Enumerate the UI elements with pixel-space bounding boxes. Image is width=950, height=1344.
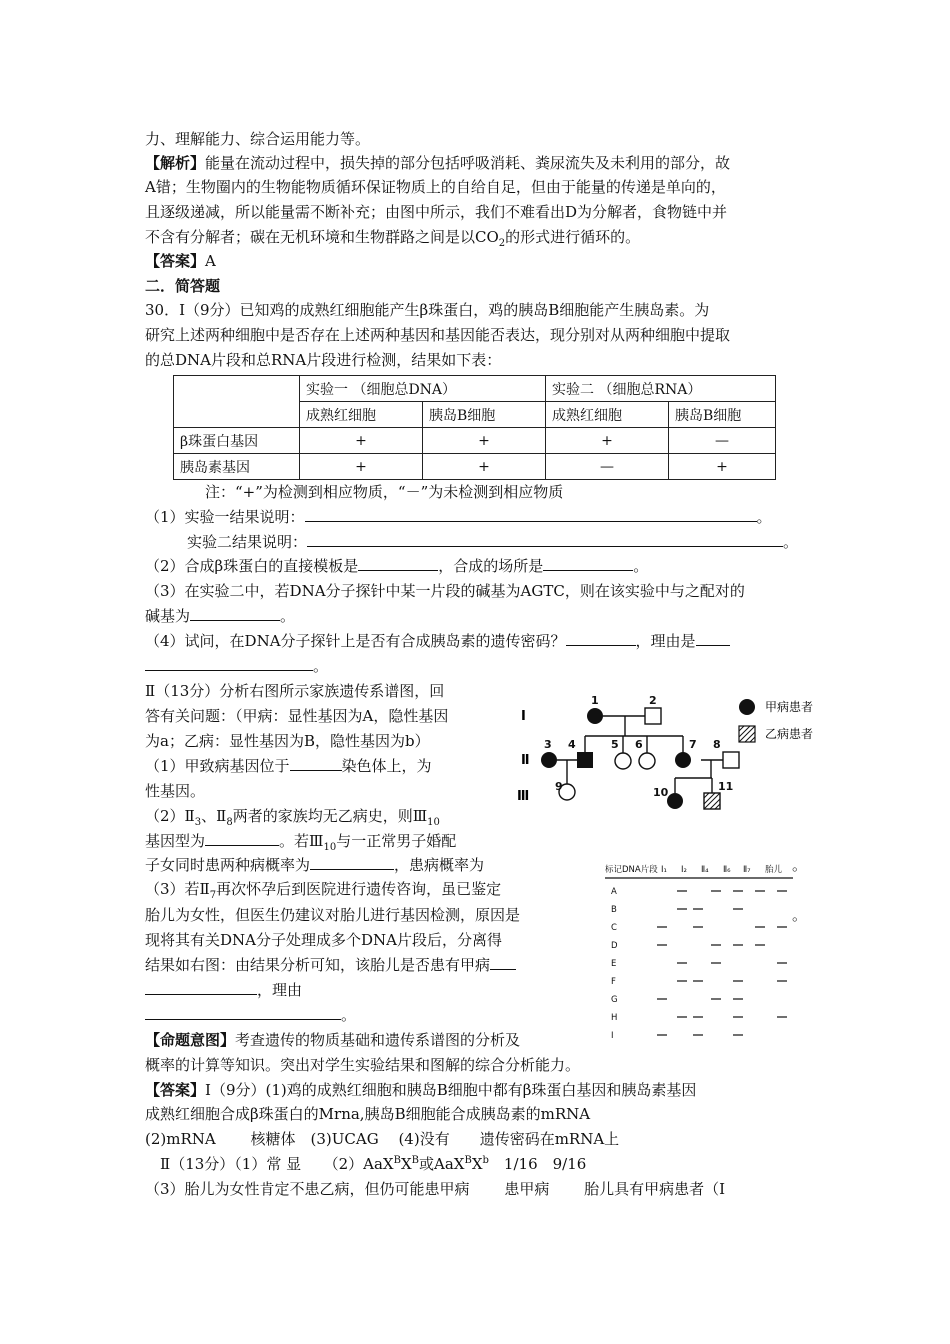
answer-text: Ⅰ（9分）(1)鸡的成熟红细胞和胰岛B细胞中都有β珠蛋白基因和胰岛素基因 (205, 1081, 697, 1099)
a-text: 1/16 9/16 (488, 1155, 587, 1173)
q-text: ，理由是 (635, 632, 696, 650)
text-line: 且逐级递减，所以能量需不断补充；由图中所示，我们不难看出D为分解者，食物链中并 (145, 203, 728, 221)
answer-line (145, 249, 216, 273)
row-header: β珠蛋白基因 (174, 428, 300, 454)
question-line: 现将其有关DNA分子处理成多个DNA片段后，分离得 (145, 931, 502, 949)
question-line (145, 554, 648, 578)
subscript: 2 (498, 238, 506, 249)
period: 。 (783, 533, 799, 551)
experiment-table (173, 375, 776, 480)
col-header: Ⅱ₄ (701, 865, 709, 875)
exp2-header: 实验二 （细胞总RNA） (546, 376, 776, 402)
legend-label: 甲病患者 (765, 700, 814, 714)
analysis-tag: 【解析】 (145, 154, 206, 172)
question-line (145, 978, 302, 1002)
row-label: G (611, 995, 618, 1005)
col-header: 胰岛B细胞 (423, 402, 546, 428)
period: 。 (633, 557, 649, 575)
individual-5 (615, 753, 631, 769)
period: 。 (280, 607, 296, 625)
q-text: 结果如右图：由结果分析可知，该胎儿是否患有甲病 (145, 956, 491, 974)
table-cell: + (300, 454, 423, 480)
question-line (145, 505, 772, 529)
row-label: A (611, 887, 617, 897)
answer-line: （3）胎儿为女性肯定不患乙病，但仍可能患甲病 患甲病 胎儿具有甲病患者（Ⅰ (145, 1180, 726, 1198)
gen-label: Ⅰ (521, 709, 526, 724)
col-header: Ⅱ₆ (723, 865, 731, 875)
table-cell: — (546, 454, 669, 480)
col-header: 标记DNA片段 (605, 865, 658, 875)
period: 。 (756, 508, 772, 526)
q-text: 、Ⅱ (201, 807, 227, 825)
question-line: 30．Ⅰ（9分）已知鸡的成熟红细胞能产生β珠蛋白，鸡的胰岛B细胞能产生胰岛素。为 (145, 301, 710, 319)
text-line: A错；生物圈内的生物能物质循环保证物质上的自给自足，但由于能量的传递是单向的， (145, 178, 726, 196)
text-part: 的形式进行循环的。 (505, 228, 641, 246)
table-cell: — (669, 428, 776, 454)
table-cell: + (669, 454, 776, 480)
blank[interactable] (490, 953, 516, 970)
blank[interactable] (145, 978, 257, 995)
text-line (145, 225, 640, 249)
question-line: 答有关问题：（甲病：显性基因为A，隐性基因 (145, 707, 449, 725)
table-cell: + (546, 428, 669, 454)
pedigree-chart (515, 680, 855, 820)
subscript: 3 (194, 817, 202, 828)
dna-fragment-chart (605, 860, 795, 1050)
q-text: 染色体上，为 (341, 757, 432, 775)
question-line (145, 654, 328, 678)
question-line (145, 1003, 356, 1027)
q-text: ，理由 (257, 981, 303, 999)
subscript: 7 (209, 890, 217, 901)
answer-tag: 【答案】 (145, 1081, 206, 1099)
blank[interactable] (310, 853, 394, 870)
individual-6 (639, 753, 655, 769)
id-label: 8 (713, 738, 721, 751)
period: 。 (792, 906, 808, 924)
legend-disease-a-icon (739, 699, 755, 715)
id-label: 9 (555, 780, 563, 793)
question-line: 胎儿为女性，但医生仍建议对胎儿进行基因检测，原因是 (145, 906, 521, 924)
individual-4 (577, 752, 593, 768)
a-text: X (471, 1155, 483, 1173)
individual-2 (645, 708, 661, 724)
superscript: B (411, 1155, 419, 1166)
id-label: 2 (649, 694, 657, 707)
individual-1 (587, 708, 603, 724)
id-label: 5 (611, 738, 619, 751)
blank[interactable] (190, 604, 280, 621)
gen-label: Ⅱ (521, 753, 530, 768)
id-label: 7 (689, 738, 697, 751)
id-label: 10 (653, 786, 669, 799)
q-text: （1）甲致病基因位于 (145, 757, 290, 775)
legend-label: 乙病患者 (765, 727, 814, 741)
question-line (145, 604, 295, 628)
individual-3 (541, 752, 557, 768)
row-header: 胰岛素基因 (174, 454, 300, 480)
id-label: 4 (568, 738, 576, 751)
blank[interactable] (305, 505, 757, 522)
q-text: 基因型为 (145, 832, 206, 850)
a-text: Ⅱ（13分）（1）常 显 （2）AaX (160, 1155, 394, 1173)
hatch-pattern (704, 793, 720, 809)
intent-tag: 【命题意图】 (145, 1031, 236, 1049)
period: 。 (792, 856, 808, 874)
analysis-text: 能量在流动过程中，损失掉的部分包括呼吸消耗、粪尿流失及未利用的部分，故 (205, 154, 731, 172)
question-line (145, 853, 484, 877)
q-text: ，患病概率为 (394, 856, 485, 874)
blank[interactable] (358, 554, 438, 571)
row-label: H (611, 1013, 618, 1023)
row-label: B (611, 905, 617, 915)
blank[interactable] (145, 1003, 341, 1020)
text-part: 不含有分解者；碳在无机环境和生物群路之间是以CO (145, 228, 499, 246)
col-header: Ⅱ₇ (743, 865, 751, 875)
question-line (145, 877, 501, 901)
blank[interactable] (205, 829, 279, 846)
q-text: 两者的家族均无乙病史，则Ⅲ (232, 807, 428, 825)
subscript: 8 (226, 817, 233, 828)
superscript: b (482, 1155, 489, 1166)
question-line (187, 530, 798, 554)
id-label: 6 (635, 738, 643, 751)
a-text: X (400, 1155, 412, 1173)
question-line (145, 804, 440, 828)
blank[interactable] (307, 530, 783, 547)
q-text: （3）若Ⅱ (145, 880, 210, 898)
answer-line (145, 1078, 696, 1102)
blank[interactable] (566, 629, 636, 646)
table-cell: + (423, 454, 546, 480)
q-text: （2）Ⅱ (145, 807, 195, 825)
intent-text: 考查遗传的物质基础和遗传系谱图的分析及 (235, 1031, 521, 1049)
question-line (145, 754, 432, 778)
q-text: （4）试问，在DNA分子探针上是否有合成胰岛素的遗传密码？ (145, 632, 566, 650)
q-text: （1）实验一结果说明： (145, 508, 305, 526)
gen-label: Ⅲ (517, 789, 530, 804)
answer-tag: 【答案】 (145, 252, 206, 270)
id-label: 1 (591, 694, 599, 707)
subscript: 10 (323, 842, 337, 853)
blank[interactable] (145, 654, 313, 671)
answer-line: 成熟红细胞合成β珠蛋白的Mrna,胰岛B细胞能合成胰岛素的mRNA (145, 1105, 591, 1123)
period: 。 (341, 1006, 357, 1024)
col-header: 成熟红细胞 (300, 402, 423, 428)
question-line (145, 953, 516, 977)
answer-line (160, 1152, 586, 1176)
blank[interactable] (290, 754, 342, 771)
superscript: B (464, 1155, 472, 1166)
q-text: 。若Ⅲ (279, 832, 324, 850)
question-line: （3）在实验二中，若DNA分子探针中某一片段的碱基为AGTC，则在该实验中与之配对的 (145, 582, 745, 600)
question-line: Ⅱ（13分）分析右图所示家族遗传系谱图，回 (145, 682, 445, 700)
analysis-line (145, 151, 730, 175)
row-label: F (611, 977, 616, 987)
question-line: 的总DNA片段和总RNA片段进行检测，结果如下表： (145, 351, 502, 369)
a-text: 或AaX (419, 1155, 465, 1173)
answer-line: (2)mRNA 核糖体 (3)UCAG (4)没有 遗传密码在mRNA上 (145, 1130, 620, 1148)
question-line: 研究上述两种细胞中是否存在上述两种基因和基因能否表达，现分别对从两种细胞中提取 (145, 326, 731, 344)
period: 。 (313, 657, 329, 675)
section-heading: 二．简答题 (145, 277, 221, 295)
table-note: 注：“+”为检测到相应物质，“－”为未检测到相应物质 (205, 483, 564, 501)
intent-line (145, 1028, 520, 1052)
q-text: （2）合成β珠蛋白的直接模板是 (145, 557, 359, 575)
q-text: 子女同时患两种病概率为 (145, 856, 311, 874)
q-text: ，合成的场所是 (438, 557, 544, 575)
blank[interactable] (543, 554, 633, 571)
individual-8 (723, 752, 739, 768)
q-text: 实验二结果说明： (187, 533, 308, 551)
text-line: 概率的计算等知识。突出对学生实验结果和图解的综合分析能力。 (145, 1056, 581, 1074)
table-cell: + (300, 428, 423, 454)
exp1-header: 实验一 （细胞总DNA） (300, 376, 546, 402)
col-header: Ⅰ₁ (661, 865, 667, 875)
row-label: D (611, 941, 618, 951)
row-label: C (611, 923, 617, 933)
question-line: 为a；乙病：显性基因为B，隐性基因为b） (145, 732, 430, 750)
q-text: 与一正常男子婚配 (336, 832, 457, 850)
q-text: 碱基为 (145, 607, 191, 625)
question-line (145, 829, 456, 853)
table-corner (174, 376, 300, 428)
col-header: Ⅰ₂ (681, 865, 687, 875)
question-line: 性基因。 (145, 782, 206, 800)
individual-10 (667, 793, 683, 809)
individual-7 (675, 752, 691, 768)
col-header: 成熟红细胞 (546, 402, 669, 428)
subscript: 10 (427, 817, 440, 828)
table-cell: + (423, 428, 546, 454)
col-header: 胎儿 (765, 865, 783, 875)
col-header: 胰岛B细胞 (669, 402, 776, 428)
text-line: 力、理解能力、综合运用能力等。 (145, 130, 371, 148)
row-label: E (611, 959, 617, 969)
id-label: 11 (718, 780, 734, 793)
blank[interactable] (696, 629, 730, 646)
superscript: B (393, 1155, 401, 1166)
question-line (145, 629, 730, 653)
q-text: 再次怀孕后到医院进行遗传咨询，虽已鉴定 (216, 880, 502, 898)
answer-text: A (205, 252, 216, 270)
row-label: I (611, 1031, 614, 1041)
id-label: 3 (544, 738, 552, 751)
